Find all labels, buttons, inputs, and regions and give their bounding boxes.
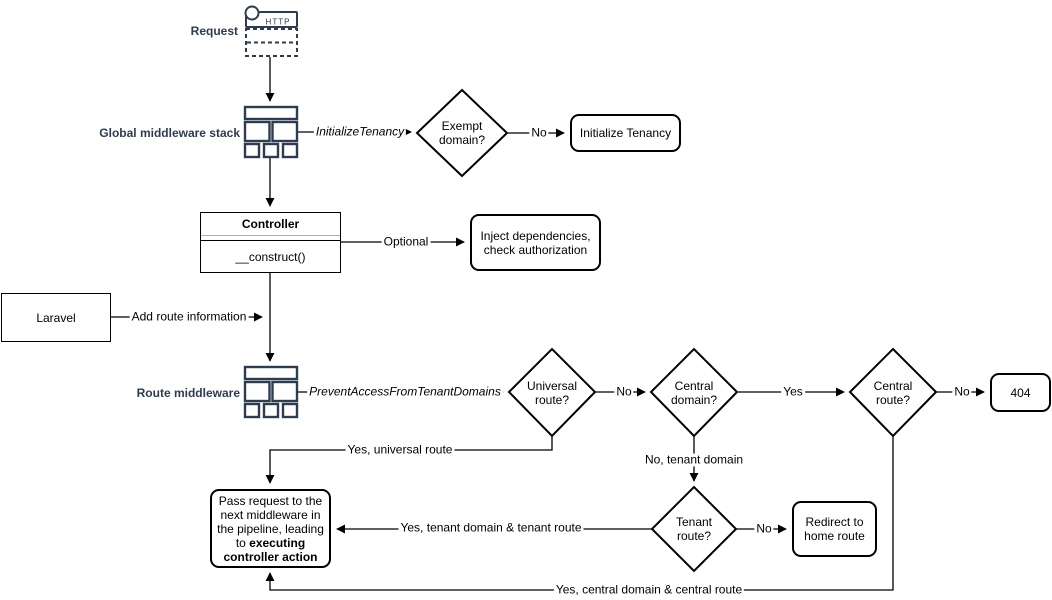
- pass-request-text: Pass request to the next middleware in the pipeline, leading to: [217, 493, 324, 550]
- redirect-home-route-node: Redirect to home route: [792, 501, 877, 557]
- route-middleware-stack-icon: [245, 367, 297, 417]
- edge-label-universal-no: No: [616, 384, 632, 399]
- inject-dependencies-node: Inject dependencies, check authorization: [470, 214, 601, 271]
- http-request-icon: [246, 7, 298, 57]
- controller-node: [200, 212, 341, 273]
- universal-route-label: Universal route?: [526, 379, 577, 407]
- edge-label-central-route-no: No: [954, 384, 970, 399]
- edge-label-yes-universal-route: Yes, universal route: [347, 442, 453, 457]
- global-middleware-stack-label: Global middleware stack: [99, 126, 240, 140]
- central-domain-label: Central domain?: [670, 379, 718, 407]
- edge-label-optional: Optional: [383, 234, 429, 249]
- route-middleware-label: Route middleware: [136, 386, 240, 400]
- pass-request-node: [210, 489, 331, 568]
- http-label: HTTP: [265, 17, 291, 27]
- central-route-label: Central route?: [873, 379, 913, 407]
- 404-node: 404: [990, 373, 1051, 412]
- laravel-node: Laravel: [1, 293, 111, 342]
- edge-label-yes-central-domain-route: Yes, central domain & central route: [555, 582, 743, 597]
- controller-title: Controller: [201, 213, 340, 236]
- edge-label-prevent-access: PreventAccessFromTenantDomains: [309, 384, 501, 399]
- diamonds-group: [417, 90, 936, 571]
- edge-label-central-domain-yes: Yes: [783, 384, 803, 399]
- edge-label-tenant-route-no: No: [756, 521, 772, 536]
- request-label: Request: [190, 24, 238, 38]
- tenant-route-label: Tenant route?: [675, 515, 713, 543]
- pass-request-bold-text: executing controller action: [223, 535, 318, 564]
- controller-method: __construct(): [235, 249, 306, 264]
- edge-label-yes-tenant-domain-route: Yes, tenant domain & tenant route: [400, 520, 582, 535]
- initialize-tenancy-node: Initialize Tenancy: [570, 114, 681, 152]
- edge-label-exempt-no: No: [531, 125, 547, 140]
- exempt-domain-label: Exempt domain?: [438, 119, 486, 147]
- global-middleware-stack-icon: [245, 107, 297, 157]
- edge-label-add-route-information: Add route information: [131, 309, 247, 324]
- edge-label-no-tenant-domain: No, tenant domain: [644, 452, 744, 467]
- edge-label-initialize-tenancy: InitializeTenancy: [315, 124, 405, 139]
